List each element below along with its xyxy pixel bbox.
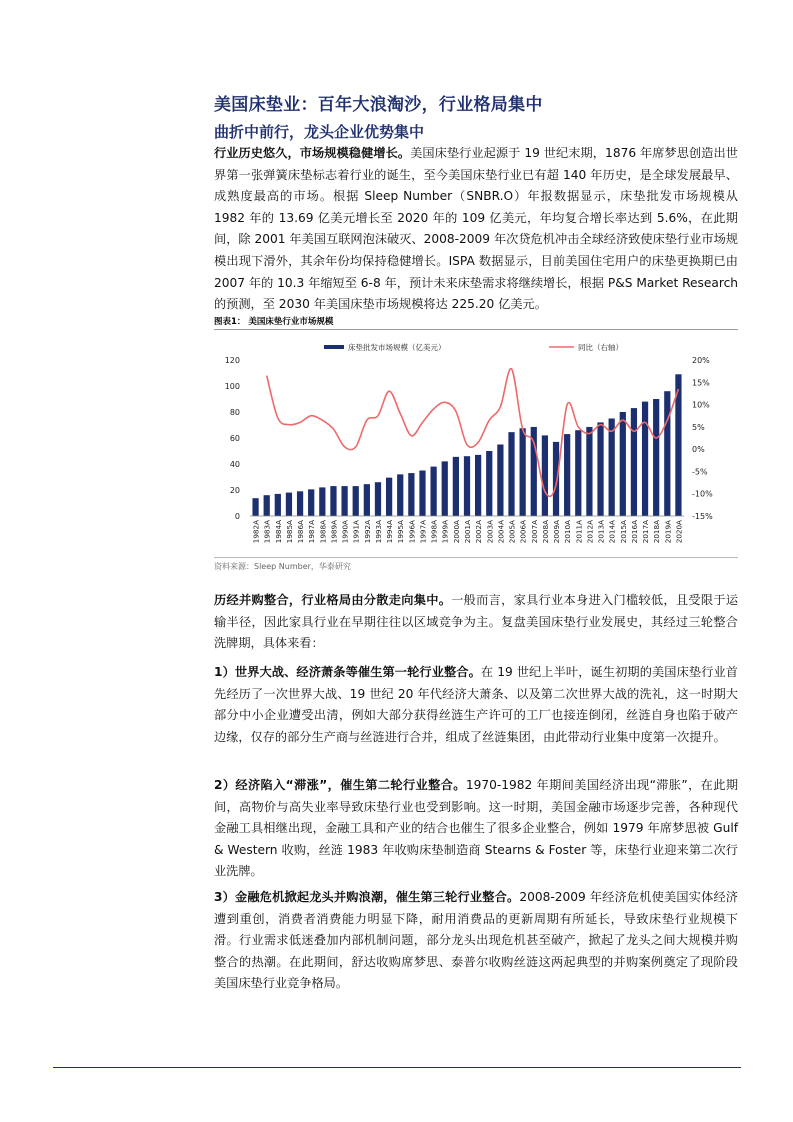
page-title: 美国床垫业：百年大浪淘沙，行业格局集中 (214, 95, 543, 115)
bar (364, 484, 370, 516)
paragraph-first-wave (214, 662, 738, 748)
bar (597, 422, 603, 516)
x-axis-tick: 1989A (329, 520, 339, 544)
x-axis-tick: 1999A (440, 520, 450, 544)
bar (631, 408, 637, 516)
x-axis-tick: 1990A (340, 520, 350, 544)
bar (553, 442, 559, 516)
figure-top-rule (214, 329, 738, 330)
x-axis-tick: 2017A (641, 520, 651, 544)
x-axis-tick: 1984A (273, 520, 283, 544)
x-axis-tick: 1991A (351, 520, 361, 544)
x-axis-tick: 1983A (262, 520, 272, 544)
paragraph-consolidation (214, 590, 738, 655)
x-axis-tick: 1987A (307, 520, 317, 544)
bar (319, 487, 325, 516)
bar (341, 486, 347, 516)
paragraph-body: 在 19 世纪上半叶，诞生初期的美国床垫行业首先经历了一次世界大战、19 世纪 20 年代经济大萧条、以及第二次世界大战的洗礼，这一时期大部分中小企业遭受出清，例如大部分获得丝涟生产许可的工厂也接连倒闭，丝涟自身也陷于破产边缘，仅存的部分生产商与丝涟进行合并，组成了丝涟集团，由此带动行业集中度第一次提升。 (214, 665, 738, 744)
right-axis-tick: 10% (692, 400, 710, 410)
legend-label-line: 同比（右轴） (578, 343, 623, 352)
figure-bottom-rule (214, 557, 738, 558)
yoy-line (267, 369, 679, 497)
bar (664, 391, 670, 516)
bar (286, 493, 292, 516)
right-axis-tick: -10% (692, 489, 713, 499)
x-axis-tick: 1985A (284, 520, 294, 544)
bar (642, 402, 648, 516)
paragraph-body: 一般而言，家具行业本身进入门槛较低，且受限于运输半径，因此家具行业在早期往往以区域竞争为主。复盘美国床垫行业发展史，其经过三轮整合洗牌期，具体来看： (214, 593, 739, 651)
x-axis-tick: 2007A (529, 520, 539, 544)
bar (531, 427, 537, 516)
x-axis-tick: 2002A (474, 520, 484, 544)
x-axis-tick: 2006A (518, 520, 528, 544)
bar (497, 445, 503, 517)
legend-label-bar: 床垫批发市场规模（亿美元） (348, 343, 446, 352)
bar (252, 498, 258, 516)
bar (408, 473, 414, 516)
bar (386, 478, 392, 516)
right-axis-tick: 0% (692, 445, 705, 455)
bar (442, 461, 448, 516)
right-axis-tick: 15% (692, 378, 710, 388)
x-axis-tick: 2001A (463, 520, 472, 544)
paragraph-lead: 1）世界大战、经济萧条等催生第一轮行业整合。 (214, 665, 481, 679)
paragraph-lead: 3）金融危机掀起龙头并购浪潮，催生第三轮行业整合。 (214, 890, 520, 904)
paragraph-body: 1970-1982 年期间美国经济出现“滞胀”，在此期间，高物价与高失业率导致床垫行业也受到影响。这一时期，美国金融市场逐步完善，各种现代金融工具相继出现，金融工具和产业的结合也催生了很多企业整合，例如 1979 年席梦思被 Gulf & Western 收购，丝涟 1983 年收购床垫制造商 Stearns & Foster 等，床垫行业迎来第二次行业洗牌。 (214, 778, 739, 879)
section-subtitle: 曲折中前行，龙头企业优势集中 (214, 123, 425, 141)
x-axis-tick: 2010A (563, 520, 573, 544)
bar (475, 455, 481, 516)
x-axis-tick: 2009A (552, 520, 562, 544)
x-axis-tick: 2012A (585, 520, 595, 544)
bar (586, 427, 592, 516)
x-axis-tick: 1994A (385, 520, 395, 544)
legend-swatch-bar (324, 345, 344, 349)
right-axis-tick: -15% (692, 512, 713, 521)
market-size-chart (214, 334, 738, 556)
x-axis-tick: 1995A (396, 520, 406, 544)
bar (609, 419, 615, 517)
x-axis-tick: 2020A (674, 520, 684, 544)
bar (564, 434, 570, 516)
x-axis-tick: 2015A (618, 520, 628, 544)
x-axis-tick: 1993A (373, 520, 383, 544)
bar (419, 471, 425, 517)
paragraph-lead: 2）经济陷入“滞涨”，催生第二轮行业整合。 (214, 778, 466, 792)
x-axis-tick: 2013A (596, 520, 606, 544)
x-axis-tick: 2005A (507, 520, 517, 544)
bar (486, 451, 492, 516)
right-axis-tick: -5% (692, 467, 708, 477)
x-axis-tick: 1992A (362, 520, 372, 544)
bar (464, 456, 470, 516)
right-axis-tick: 20% (692, 356, 710, 365)
bar (330, 486, 336, 516)
figure-caption: 图表1： 美国床垫行业市场规模 (214, 317, 334, 327)
bar (653, 399, 659, 516)
paragraph-lead: 历经并购整合，行业格局由分散走向集中。 (214, 593, 452, 607)
x-axis-tick: 1982A (251, 520, 261, 544)
bar (375, 482, 381, 516)
left-axis-tick: 40 (229, 460, 240, 469)
left-axis-tick: 100 (224, 382, 240, 391)
bar (430, 467, 436, 516)
paragraph-second-wave (214, 775, 738, 883)
x-axis-tick: 2018A (652, 520, 662, 544)
left-axis-tick: 60 (229, 434, 240, 443)
x-axis-tick: 2014A (607, 520, 617, 544)
paragraph-body: 美国床垫行业起源于 19 世纪末期，1876 年席梦思创造出世界第一张弹簧床垫标志着行业的诞生，至今美国床垫行业已有超 140 年历史，是全球发展最早、成熟度最高的市场。根据 Sleep Number（SNBR.O）年报数据显示，床垫批发市场规模从 1982 年的 13.69 亿美元增长至 2020 年的 109 亿美元，年均复合增长率达到 5.6%，在此期间，除 2001 年美国互联网泡沫破灭、2008-2009 年次贷危机冲击全球经济致使床垫行业市场规模出现下滑外，其余年份均保持稳健增长。ISPA 数据显示，目前美国住宅用户的床垫更换期已由 2007 年的 10.3 年缩短至 6-8 年，预计未来床垫需求将继续增长，根据 P&S Market Research 的预测，至 2030 年美国床垫市场规模将达 225.20 亿美元。 (214, 146, 738, 312)
x-axis-tick: 2004A (496, 520, 506, 544)
bar (397, 474, 403, 516)
x-axis-tick: 2008A (540, 520, 550, 544)
bar (620, 412, 626, 516)
x-axis-tick: 1996A (407, 520, 417, 544)
paragraph-third-wave (214, 887, 738, 995)
bar (542, 435, 548, 516)
bar (353, 486, 359, 516)
paragraph-body: 2008-2009 年经济危机使美国实体经济遭到重创，消费者消费能力明显下降，耐用消费品的更新周期有所延长，导致床垫行业规模下滑。行业需求低迷叠加内部机制问题，部分龙头出现危机甚至破产，掀起了龙头之间大规模并购整合的热潮。在此期间，舒达收购席梦思、泰普尔收购丝涟这两起典型的并购案例奠定了现阶段美国床垫行业竞争格局。 (214, 890, 738, 991)
left-axis-tick: 0 (234, 512, 240, 521)
x-axis-tick: 1986A (296, 520, 306, 544)
bar (275, 494, 281, 516)
bar (264, 495, 270, 516)
left-axis-tick: 120 (224, 356, 240, 365)
left-axis-tick: 80 (229, 408, 240, 417)
x-axis-tick: 2003A (485, 520, 495, 544)
paragraph-history (214, 143, 738, 316)
bar (508, 432, 514, 516)
right-axis-tick: 5% (692, 422, 705, 432)
bar (297, 491, 303, 516)
x-axis-tick: 2019A (663, 520, 673, 544)
figure-source: 资料来源：Sleep Number，华泰研究 (214, 562, 351, 571)
footer-rule (53, 1067, 741, 1068)
x-axis-tick: 1988A (318, 520, 328, 544)
paragraph-lead: 行业历史悠久，市场规模稳健增长。 (214, 146, 411, 160)
left-axis-tick: 20 (229, 486, 240, 495)
bar (520, 428, 526, 516)
x-axis-tick: 2011A (574, 520, 584, 544)
x-axis-tick: 2000A (451, 520, 461, 544)
x-axis-tick: 2016A (629, 520, 639, 544)
bar (308, 489, 314, 516)
bar (575, 430, 581, 516)
chart-legend (324, 342, 623, 352)
x-axis-tick: 1998A (429, 520, 439, 544)
x-axis-tick: 1997A (418, 520, 428, 544)
bar (453, 457, 459, 516)
